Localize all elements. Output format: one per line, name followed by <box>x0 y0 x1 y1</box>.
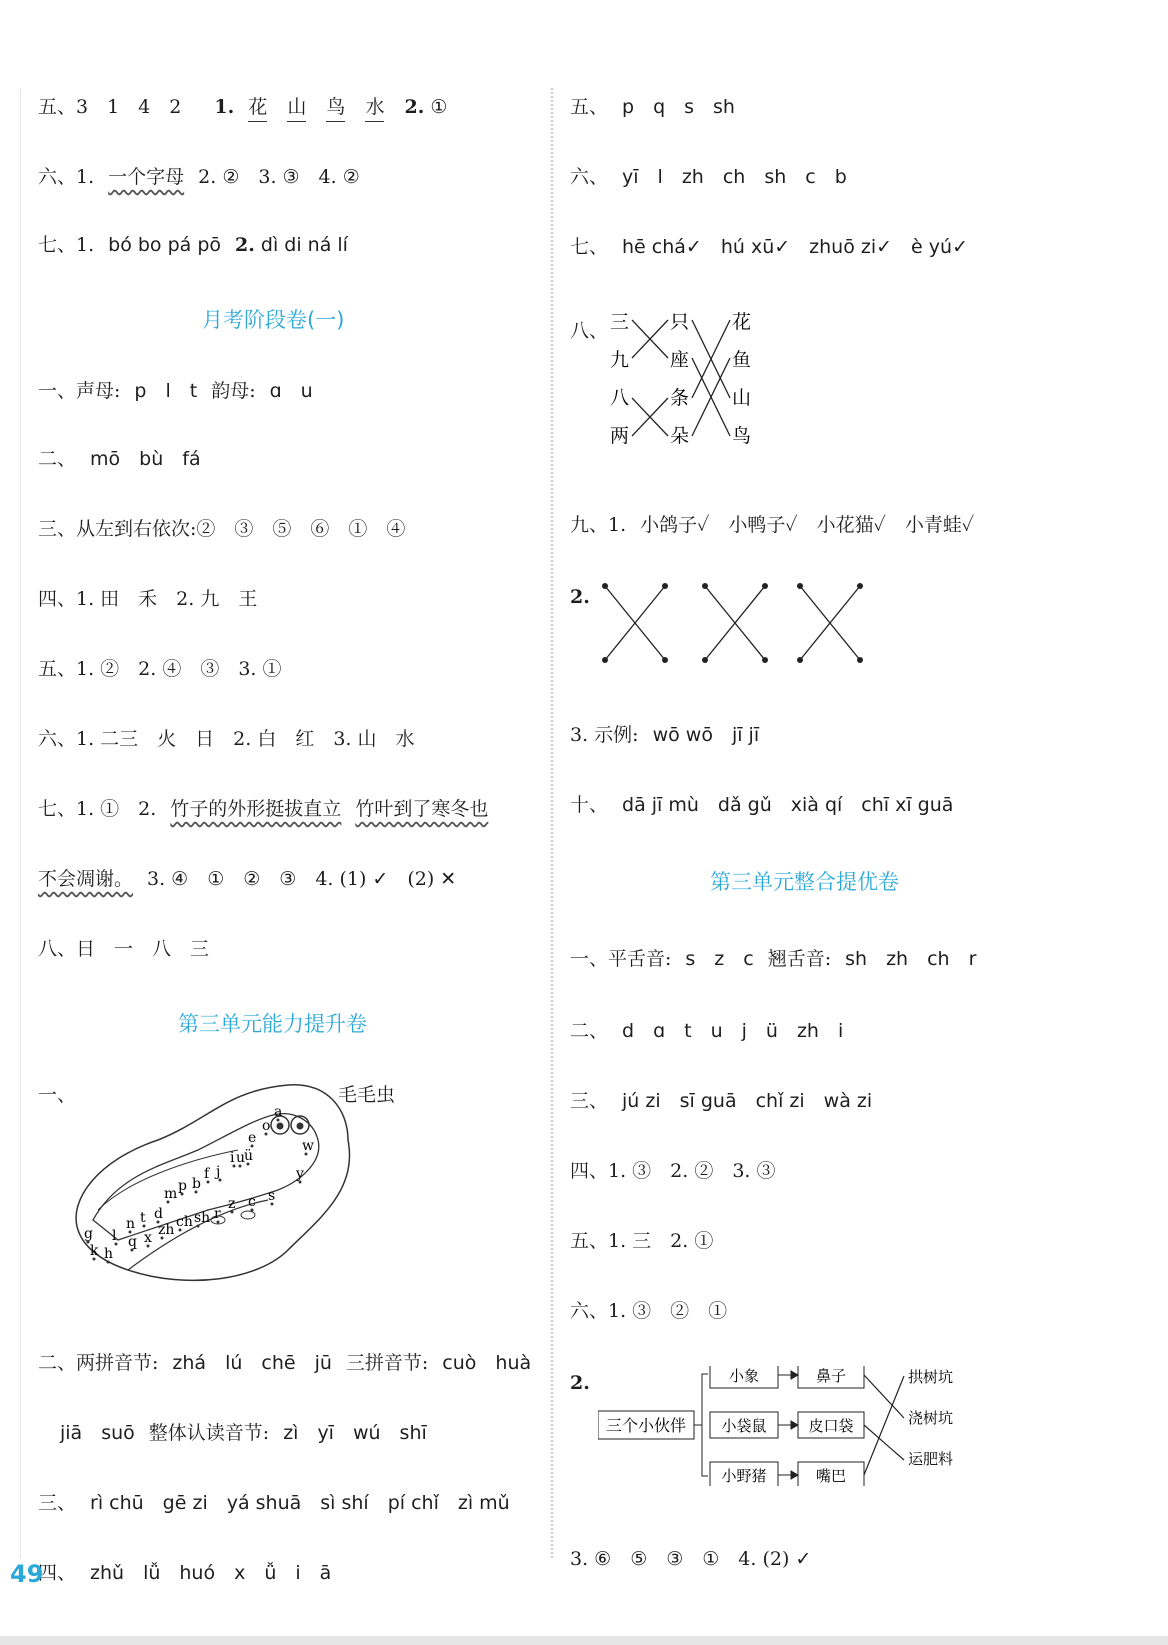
underlined-word: 花 <box>248 92 267 122</box>
measure-word-matching <box>600 300 780 460</box>
pinyin-letter: s <box>268 1188 276 1204</box>
answer-row: 六、1. 二三 火 日 2. 白 红 3. 山 水 <box>38 728 415 750</box>
pinyin-letter: c <box>248 1194 256 1210</box>
pinyin-answer: jú zi sī guā chǐ zi wà zi <box>622 1090 873 1112</box>
measure-word: 只 <box>670 311 690 333</box>
row-label: 一、平舌音: <box>570 948 672 970</box>
pinyin-letter: p <box>178 1178 187 1194</box>
job-label: 拱树坑 <box>908 1368 954 1386</box>
answer-row <box>38 92 461 122</box>
pinyin-letter: z <box>228 1196 236 1212</box>
pinyin-answer: rì chū gē zi yá shuā sì shí pí chǐ zì mǔ <box>90 1492 510 1514</box>
pinyin-answer: p l t <box>134 380 198 402</box>
partners-diagram <box>598 1366 998 1486</box>
pinyin-letter: f <box>204 1166 210 1182</box>
underlined-word: 水 <box>365 92 384 122</box>
answer-row <box>570 92 749 119</box>
pinyin-letter: o <box>262 1118 271 1134</box>
row-label: 五、3 1 4 2 <box>38 96 201 118</box>
item-number: 2. <box>570 586 590 608</box>
row-label: 七、1. ① 2. <box>38 798 157 820</box>
pinyin-letter: x <box>144 1230 152 1246</box>
row-label: 二、 <box>570 1020 609 1042</box>
pinyin-letter: b <box>192 1176 201 1192</box>
item-number: 2. <box>235 234 255 256</box>
left-margin-line <box>20 88 21 1558</box>
noun: 花 <box>732 311 752 333</box>
pinyin-answer: d ɑ t u j ü zh i <box>622 1020 844 1042</box>
answer: 3. ④ ① ② ③ 4. (1) ✓ (2) ✕ <box>147 868 457 890</box>
answer-row: 五、1. ② 2. ④ ③ 3. ① <box>38 658 282 680</box>
caterpillar-label: 毛毛虫 <box>338 1084 396 1106</box>
measure-word: 条 <box>670 387 690 409</box>
tool-label: 皮口袋 <box>808 1417 854 1435</box>
row-label: 四、 <box>38 1562 77 1584</box>
wavy-underlined-answer: 竹叶到了寒冬也 <box>355 798 489 820</box>
pinyin-letter: zh <box>158 1222 175 1238</box>
pinyin-letter: a <box>274 1104 283 1120</box>
answer-row <box>38 162 374 189</box>
pinyin-answer: p q s sh <box>622 96 735 118</box>
tool-label: 鼻子 <box>815 1367 847 1385</box>
pinyin-letter: q <box>128 1234 137 1250</box>
bottom-bar <box>0 1636 1168 1645</box>
pinyin-answer: jiā suō <box>60 1422 135 1444</box>
animal-label: 小象 <box>728 1367 760 1385</box>
underlined-word: 山 <box>287 92 306 122</box>
matching-lines <box>632 320 730 436</box>
job-label: 浇树坑 <box>908 1409 954 1427</box>
answer-row: 三、从左到右依次:② ③ ⑤ ⑥ ① ④ <box>38 518 406 540</box>
numeral: 九 <box>610 349 630 371</box>
pinyin-answer: s z c <box>685 948 754 970</box>
dot-cross-diagram <box>600 578 880 668</box>
pinyin-answer: yī l zh ch sh c b <box>622 166 847 188</box>
pinyin-answer: mō bù fá <box>90 448 201 470</box>
animal-label: 小野猪 <box>721 1467 767 1485</box>
row-label: 七、1. <box>38 234 95 256</box>
answer-row: 八、日 一 八 三 <box>38 938 210 960</box>
matching-lines <box>864 1375 904 1475</box>
pinyin-answer: sh zh ch r <box>845 948 977 970</box>
section-title: 月考阶段卷(一) <box>202 308 345 332</box>
answer-row <box>38 864 470 891</box>
bracket <box>694 1374 708 1476</box>
answer-row <box>570 944 990 971</box>
answer-row <box>570 1016 857 1043</box>
row-label: 六、1. <box>38 166 95 188</box>
section-title: 第三单元整合提优卷 <box>710 870 899 894</box>
measure-word: 朵 <box>670 425 690 447</box>
pinyin-letter: g <box>84 1226 93 1242</box>
pinyin-answer: cuò huà <box>442 1352 532 1374</box>
numeral: 八 <box>610 387 630 409</box>
pinyin-answer: dā jī mù dǎ gǔ xià qí chī xī guā <box>622 794 954 816</box>
answer-row <box>570 720 773 747</box>
item-number: 2. <box>570 1372 590 1394</box>
answer-row <box>570 1086 886 1113</box>
pinyin-letter: h <box>104 1246 114 1262</box>
animal-label: 小袋鼠 <box>721 1417 767 1435</box>
answer-row <box>570 790 967 817</box>
row-label: 三、 <box>38 1492 77 1514</box>
row-label: 五、 <box>570 96 609 118</box>
answer-row <box>570 232 982 259</box>
pinyin-letter: l <box>112 1228 117 1244</box>
row-label: 三拼音节: <box>345 1352 429 1374</box>
row-label: 三、 <box>570 1090 609 1112</box>
caterpillar-foot <box>241 1211 255 1219</box>
row-label: 九、1. <box>570 514 627 536</box>
wavy-underlined-answer: 竹子的外形挺拔直立 <box>170 798 342 820</box>
answer: ① <box>430 96 448 118</box>
answer-row <box>38 230 362 257</box>
pinyin-letter: w <box>302 1138 314 1154</box>
pinyin-letter: r <box>214 1206 221 1222</box>
pinyin-letter: ü <box>244 1148 254 1164</box>
pinyin-letter: e <box>248 1130 257 1146</box>
pinyin-letter: ch <box>176 1214 193 1230</box>
root-label: 三个小伙伴 <box>605 1416 687 1435</box>
noun: 山 <box>732 387 752 409</box>
answer-row <box>38 1488 524 1515</box>
tool-label: 嘴巴 <box>815 1467 847 1485</box>
pinyin-answer: dì di ná lí <box>260 234 348 256</box>
row-label: 十、 <box>570 794 609 816</box>
answer-row <box>38 1348 545 1375</box>
row-label: 韵母: <box>211 380 256 402</box>
dots <box>602 583 863 663</box>
pinyin-answer: zhǔ lǚ huó x ǚ i ā <box>90 1562 332 1584</box>
cross-lines <box>605 586 860 660</box>
answer-row <box>570 510 988 537</box>
answer-row <box>60 1418 441 1445</box>
row-label: 二、 <box>38 448 77 470</box>
arrows <box>778 1371 798 1479</box>
pinyin-letter: u <box>236 1150 246 1166</box>
row-label: 整体认读音节: <box>148 1422 270 1444</box>
pinyin-answer: zì yī wú shī <box>283 1422 427 1444</box>
column-divider <box>551 88 553 1558</box>
pinyin-letter: k <box>90 1243 99 1259</box>
answer-row <box>38 1558 345 1585</box>
pinyin-letter: t <box>140 1210 146 1226</box>
wavy-underlined-answer: 一个字母 <box>108 166 185 188</box>
answer-row: 六、1. ③ ② ① <box>570 1300 728 1322</box>
row-label: 六、 <box>570 166 609 188</box>
caterpillar-pupil <box>277 1123 284 1130</box>
answer-row <box>570 1372 590 1394</box>
answer-row: 五、1. 三 2. ① <box>570 1230 714 1252</box>
caterpillar-pupil <box>297 1123 304 1130</box>
pinyin-answer: zhá lú chē jū <box>172 1352 332 1374</box>
answer-row: 3. ⑥ ⑤ ③ ① 4. (2) ✓ <box>570 1548 812 1570</box>
pinyin-answer: bó bo pá pō <box>108 234 222 256</box>
caterpillar-leaf-diagram <box>68 1080 398 1290</box>
pinyin-letter: j <box>216 1164 221 1180</box>
pinyin-letter: sh <box>194 1210 211 1226</box>
numeral: 三 <box>610 311 630 333</box>
answer-row: 四、1. ③ 2. ② 3. ③ <box>570 1160 776 1182</box>
row-label: 二、两拼音节: <box>38 1352 159 1374</box>
row-label: 一、声母: <box>38 380 121 402</box>
answer-row <box>38 794 502 821</box>
noun: 鸟 <box>732 425 752 447</box>
leaf-outline <box>76 1085 349 1281</box>
answer: 2. ② 3. ③ 4. ② <box>198 166 360 188</box>
row-label: 翘舌音: <box>767 948 832 970</box>
row-label: 八、 <box>570 320 609 342</box>
numeral: 两 <box>610 425 630 447</box>
noun: 鱼 <box>732 349 752 371</box>
item-number: 1. <box>214 96 235 118</box>
wavy-underlined-answer: 不会凋谢。 <box>38 868 134 890</box>
pinyin-letter: n <box>126 1216 136 1232</box>
answer-row <box>570 586 590 608</box>
answer: 小鸽子✓ 小鸭子✓ 小花猫✓ 小青蛙✓ <box>640 514 975 536</box>
item-number: 2. <box>404 96 425 118</box>
job-label: 运肥料 <box>908 1450 954 1468</box>
answer-row <box>570 162 861 189</box>
underlined-word: 鸟 <box>326 92 345 122</box>
pinyin-answer: wō wō jī jī <box>652 724 760 746</box>
pinyin-letter: d <box>154 1206 163 1222</box>
pinyin-letter: i <box>230 1150 235 1166</box>
answer-row: 四、1. 田 禾 2. 九 王 <box>38 588 258 610</box>
answer-row <box>38 444 215 471</box>
pinyin-letter: m <box>164 1186 178 1202</box>
measure-word: 座 <box>670 349 690 371</box>
answer-row <box>38 376 327 403</box>
pinyin-answer: hē chá✓ hú xū✓ zhuō zi✓ è yú✓ <box>622 236 968 258</box>
row-label: 七、 <box>570 236 609 258</box>
page-number: 49 <box>10 1560 44 1588</box>
pinyin-letter: y <box>296 1166 304 1182</box>
row-label: 3. 示例: <box>570 724 639 746</box>
row-label: 一、 <box>38 1084 77 1106</box>
section-title: 第三单元能力提升卷 <box>178 1012 367 1036</box>
pinyin-answer: ɑ u <box>269 380 313 402</box>
